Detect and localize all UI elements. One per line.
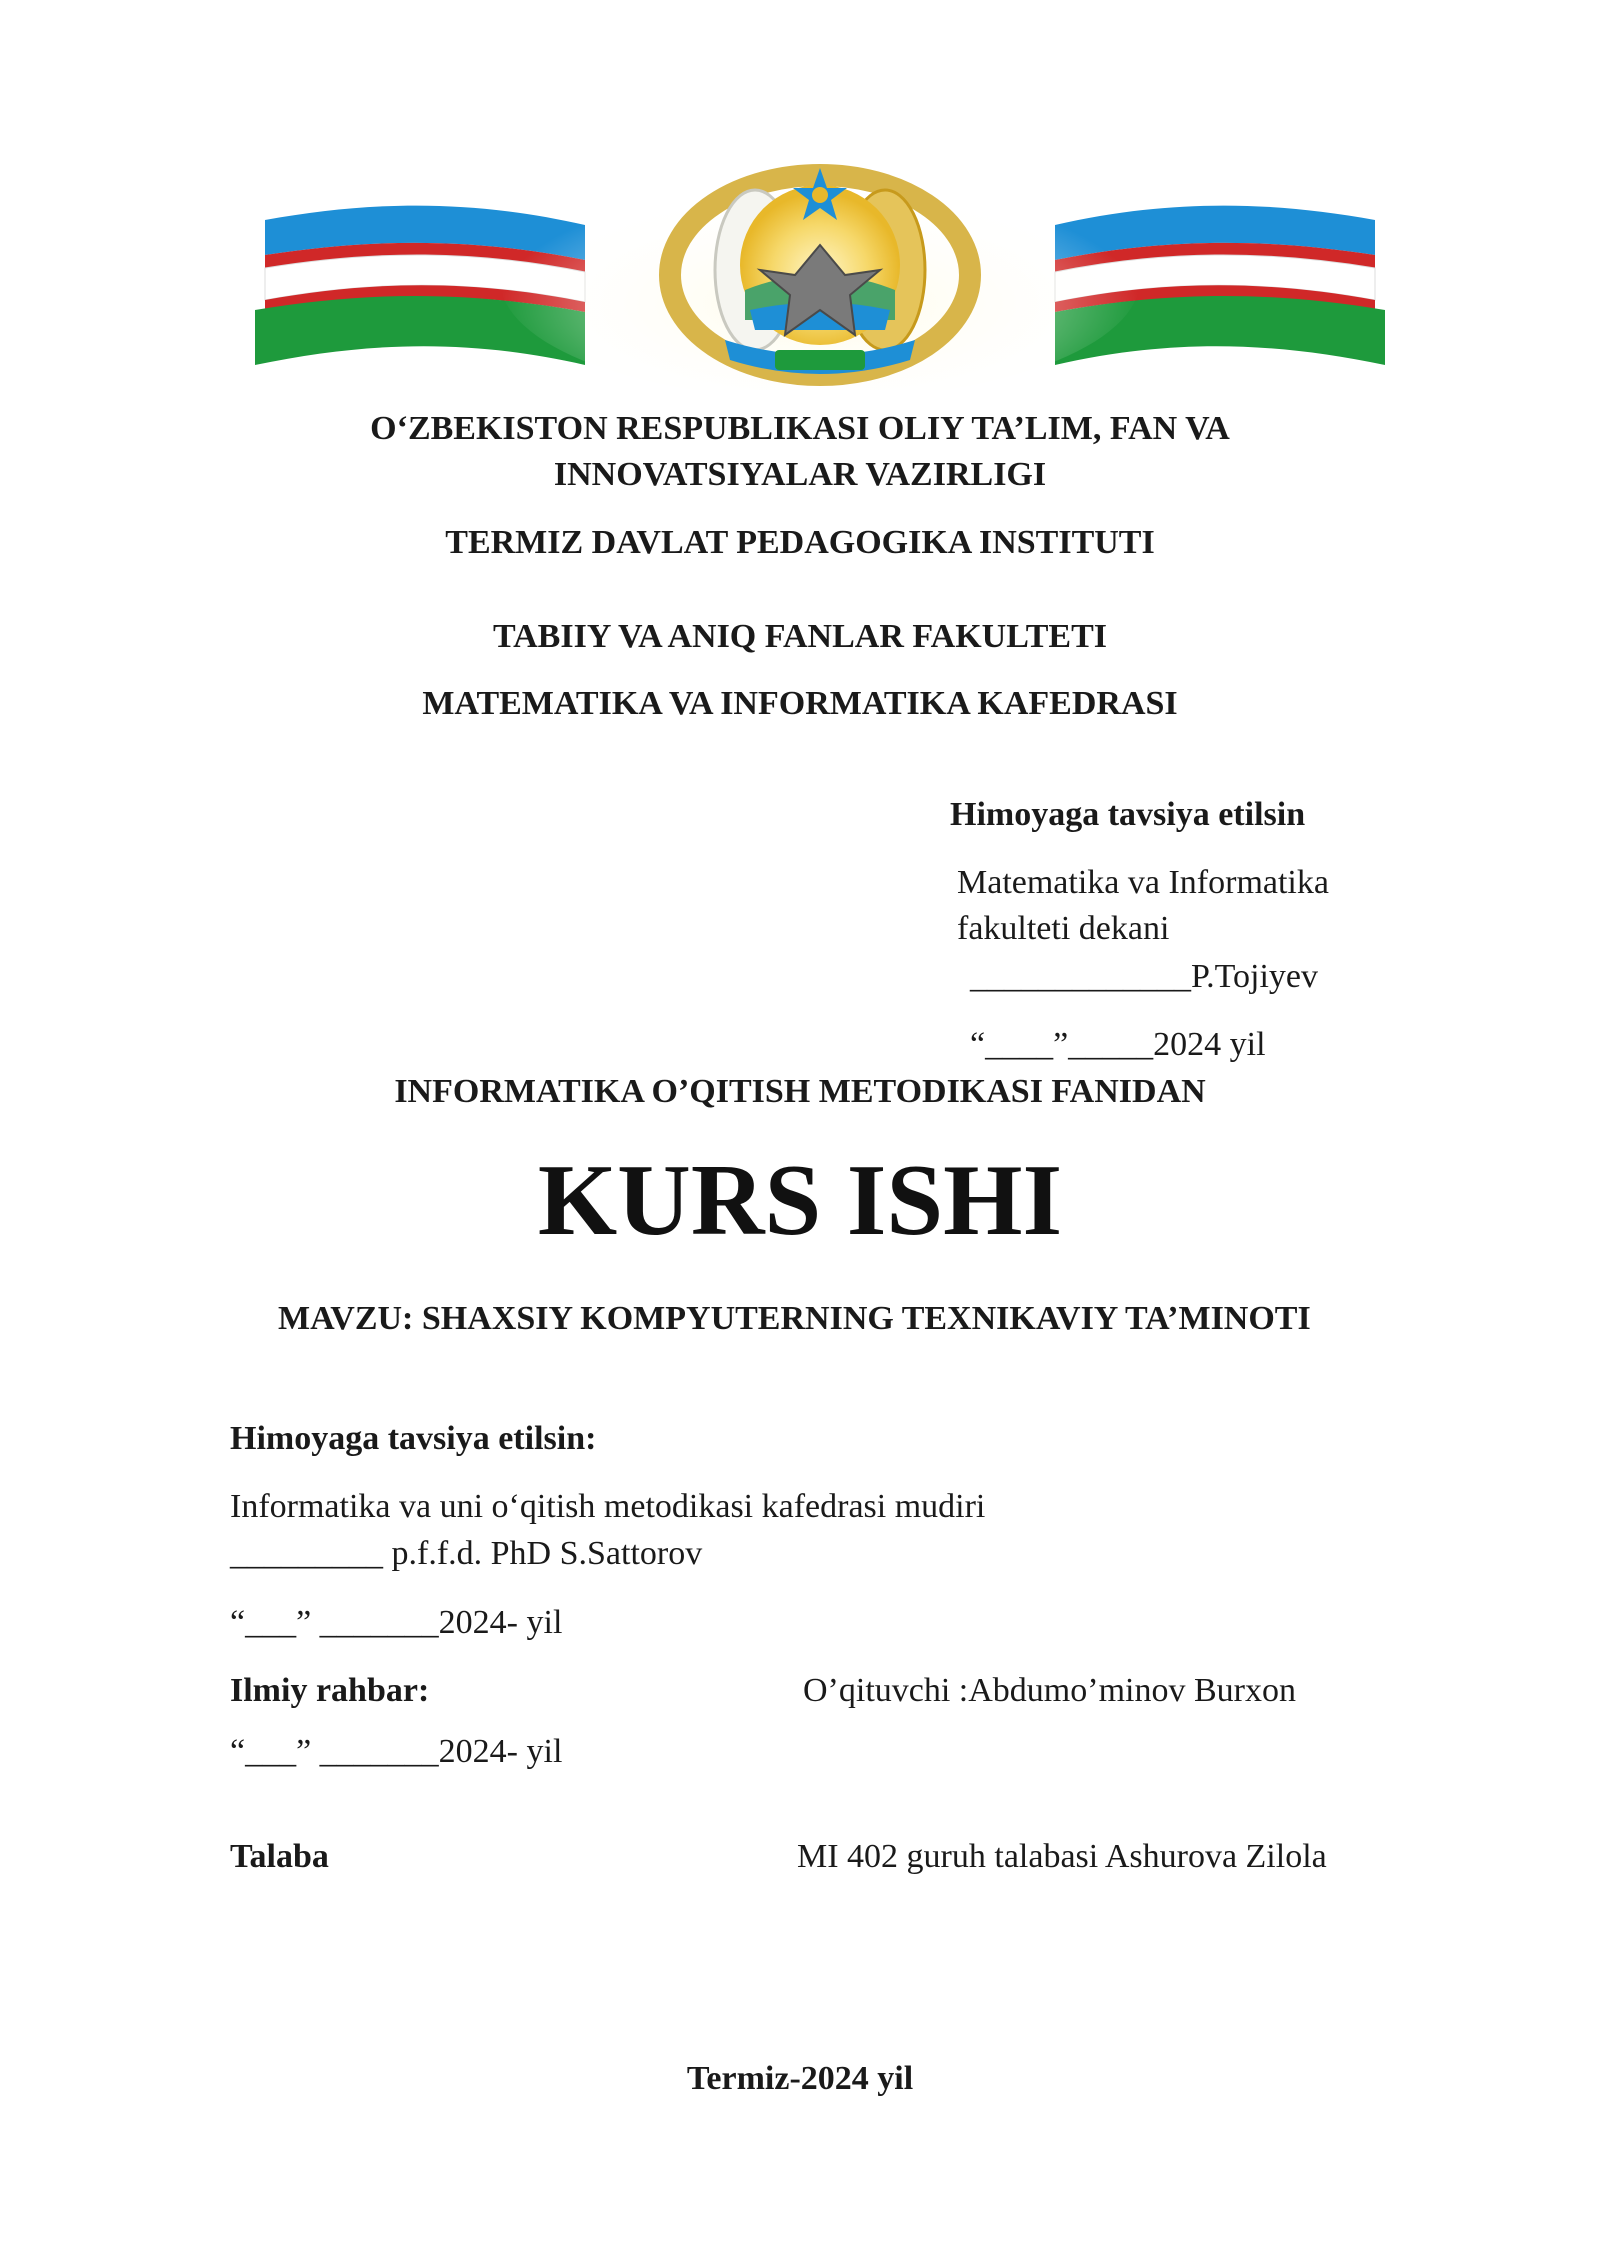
- dean-approval-line1: Matematika va Informatika: [957, 864, 1329, 901]
- dean-approval-heading: Himoyaga tavsiya etilsin: [950, 796, 1306, 833]
- head-approval-date: “___” _______2024- yil: [230, 1604, 563, 1641]
- subject-line: INFORMATIKA O’QITISH METODIKASI FANIDAN: [394, 1073, 1206, 1110]
- document-title: KURS ISHI: [537, 1144, 1063, 1257]
- supervisor-name: O’qituvchi :Abdumo’minov Burxon: [803, 1672, 1296, 1709]
- head-approval-line1: Informatika va uni o‘qitish metodikasi kafedrasi mudiri: [230, 1488, 986, 1525]
- student-name: MI 402 guruh talabasi Ashurova Zilola: [797, 1838, 1327, 1875]
- department-name: MATEMATIKA VA INFORMATIKA KAFEDRASI: [422, 685, 1178, 722]
- supervisor-date: “___” _______2024- yil: [230, 1733, 563, 1770]
- faculty-name: TABIIY VA ANIQ FANLAR FAKULTETI: [492, 618, 1108, 655]
- supervisor-label: Ilmiy rahbar:: [230, 1672, 430, 1709]
- state-emblem-icon: [255, 160, 1385, 390]
- institute-name: TERMIZ DAVLAT PEDAGOGIKA INSTITUTI: [445, 524, 1155, 561]
- ministry-line2: INNOVATSIYALAR VAZIRLIGI: [553, 456, 1047, 493]
- ministry-line1: O‘ZBEKISTON RESPUBLIKASI OLIY TA’LIM, FAN VA: [370, 410, 1230, 447]
- dean-signature: _____________P.Tojiyev: [970, 958, 1319, 995]
- student-label: Talaba: [230, 1838, 329, 1875]
- footer-city-year: Termiz-2024 yil: [686, 2060, 914, 2097]
- topic-line: MAVZU: SHAXSIY KOMPYUTERNING TEXNIKAVIY TA’MINOTI: [278, 1300, 1311, 1337]
- head-signature: _________ p.f.f.d. PhD S.Sattorov: [230, 1535, 703, 1572]
- head-approval-heading: Himoyaga tavsiya etilsin:: [230, 1420, 597, 1457]
- dean-approval-line2: fakulteti dekani: [957, 910, 1170, 947]
- dean-approval-date: “____”_____2024 yil: [970, 1026, 1266, 1063]
